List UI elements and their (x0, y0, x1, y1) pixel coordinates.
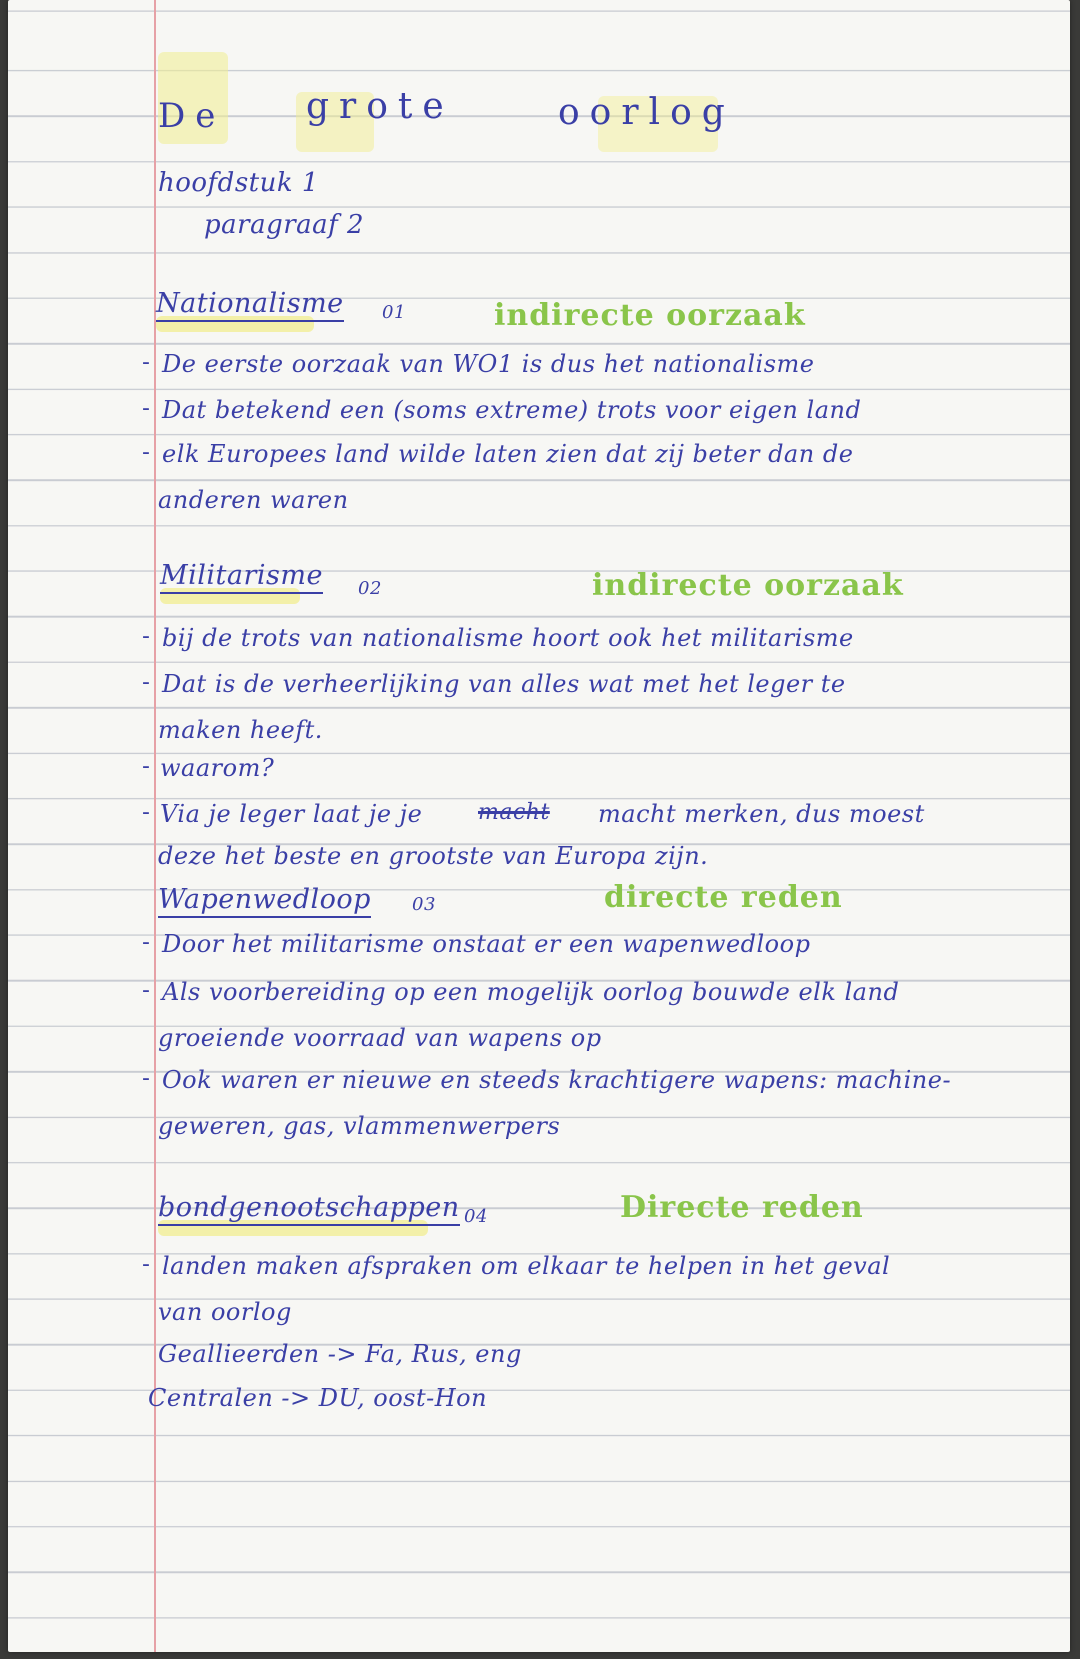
section-label: Directe reden (620, 1190, 864, 1225)
section-label: indirecte oorzaak (494, 298, 806, 333)
bullet: - (142, 1066, 150, 1091)
bullet: - (142, 440, 150, 465)
note-line: macht merken, dus moest (598, 800, 925, 828)
note-line: groeiende voorraad van wapens op (158, 1024, 602, 1052)
title-word-1: De (158, 96, 226, 136)
note-line: landen maken afspraken om elkaar te helpen in het geval (162, 1252, 891, 1280)
section-label: directe reden (604, 880, 843, 915)
section-heading: Nationalisme (156, 288, 344, 322)
note-line: Via je leger laat je je (160, 800, 423, 828)
note-line: geweren, gas, vlammenwerpers (158, 1112, 561, 1140)
bullet: - (142, 930, 150, 955)
section-heading: Wapenwedloop (158, 884, 371, 918)
note-line: elk Europees land wilde laten zien dat zij beter dan de (162, 440, 854, 468)
note-line: van oorlog (158, 1298, 292, 1326)
bullet: - (142, 350, 150, 375)
bullet: - (142, 978, 150, 1003)
bullet: - (142, 800, 150, 825)
note-line: Ook waren er nieuwe en steeds krachtigere wapens: machine- (162, 1066, 952, 1094)
bullet: - (142, 754, 150, 779)
bullet: - (142, 624, 150, 649)
section-heading: bondgenootschappen (158, 1192, 460, 1226)
note-line: Als voorbereiding op een mogelijk oorlog bouwde elk land (162, 978, 900, 1006)
note-line: deze het beste en grootste van Europa zijn. (158, 842, 709, 870)
note-line: Dat is de verheerlijking van alles wat met het leger te (162, 670, 846, 698)
bullet: - (142, 396, 150, 421)
note-line: waarom? (160, 754, 275, 782)
title-word-3: oorlog (558, 92, 735, 133)
section-number: 04 (464, 1206, 488, 1227)
note-line: Dat betekend een (soms extreme) trots voor eigen land (162, 396, 862, 424)
title-word-2: grote (306, 86, 454, 127)
note-line: Door het militarisme onstaat er een wapenwedloop (162, 930, 811, 958)
section-number: 01 (382, 302, 406, 323)
note-line: maken heeft. (158, 716, 323, 744)
section-heading: Militarisme (160, 560, 323, 594)
note-line: Centralen -> DU, oost-Hon (148, 1384, 488, 1412)
note-line: De eerste oorzaak van WO1 is dus het nationalisme (162, 350, 815, 378)
section-number: 03 (412, 894, 436, 915)
section-number: 02 (358, 578, 382, 599)
note-line: anderen waren (158, 486, 349, 514)
chapter-label: hoofdstuk 1 (158, 168, 319, 198)
notebook-page (8, 0, 1070, 1652)
crossed-out-word: macht (478, 800, 550, 825)
bullet: - (142, 1252, 150, 1277)
note-line: Geallieerden -> Fa, Rus, eng (158, 1340, 522, 1368)
section-label: indirecte oorzaak (592, 568, 904, 603)
bullet: - (142, 670, 150, 695)
note-line: bij de trots van nationalisme hoort ook het militarisme (162, 624, 854, 652)
paragraph-label: paragraaf 2 (204, 210, 365, 240)
